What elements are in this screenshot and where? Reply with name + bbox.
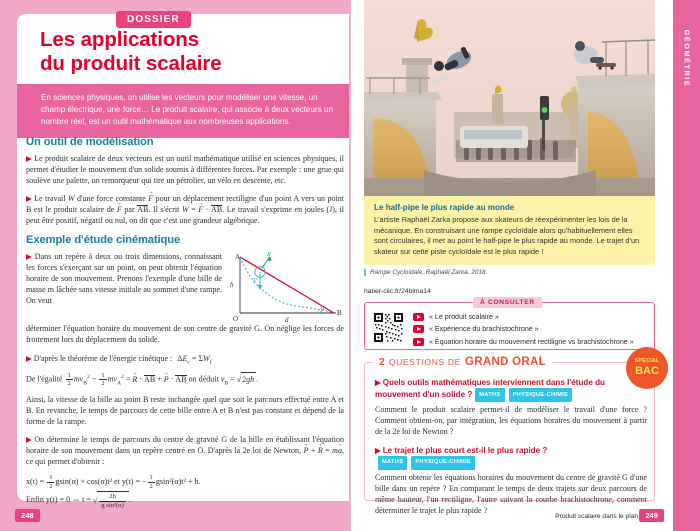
equation-xt-rest: gsin(α) × cos(α)t² et y(t) = − xyxy=(55,477,147,487)
vector-F-symbol: F → xyxy=(148,193,153,204)
equation-kinetic-lead: D'après le théorème de l'énergie cinétique : xyxy=(33,353,173,363)
question-1-tags xyxy=(475,388,572,402)
paragraph-2-seg-f: . Le travail s'exprime en joules (J), il peut être positif, négatif ou nul, on dit que c'est une grandeur algébrique. xyxy=(26,205,344,226)
resource-url[interactable]: hatier-clic.fr/24blma14 xyxy=(364,288,431,295)
ramp-diagram xyxy=(224,251,344,325)
tag-physique-chimie: PHYSIQUE-CHIMIE xyxy=(509,388,573,402)
question-2-title-text: Le trajet le plus court est-il le plus rapide ? xyxy=(382,445,548,455)
sqrt-2gh: √2gh xyxy=(237,372,257,387)
half-pipe-info-box xyxy=(364,196,655,265)
bullet-icon: ▶ xyxy=(26,434,33,444)
folio-right: 249 xyxy=(639,509,664,522)
diagram-label-R: R xyxy=(267,250,271,258)
bullet-icon: ▶ xyxy=(26,353,32,363)
left-column-body xyxy=(26,136,344,511)
a-consulter-label: À CONSULTER xyxy=(473,297,542,308)
special-bac-line-1: SPÉCIAL xyxy=(634,358,660,365)
equation-kinetic-theorem: ▶ D'après le théorème de l'énergie cinétique : $\Delta E_c = \Sigma W_f$ xyxy=(26,353,212,366)
fraction-final xyxy=(99,493,125,509)
vector-AB-symbol: AB xyxy=(137,205,149,215)
chapter-side-tab-label: GÉOMÉTRIE xyxy=(682,29,691,88)
play-video-icon xyxy=(413,338,424,346)
fraction-final-den: g sin²(α) xyxy=(101,501,124,509)
folio-left: 248 xyxy=(15,509,40,522)
dossier-tab-label: DOSSIER xyxy=(116,11,191,28)
question-1-title-text: Quels outils mathématiques interviennent dans l'étude du mouvement d'un solide ? xyxy=(375,378,605,400)
diagram-label-P: P xyxy=(253,276,257,284)
special-bac-line-2: BAC xyxy=(635,364,659,377)
page-title-line-2: du produit scalaire xyxy=(40,52,222,75)
vector-R-symbol: R → xyxy=(132,373,137,387)
question-2-title xyxy=(375,445,647,470)
bullet-icon: ▶ xyxy=(26,251,33,261)
equation-yt-rest: gsin²(α)t² + h. xyxy=(155,477,201,487)
bullet-icon: ▶ xyxy=(26,154,33,163)
vector-P-symbol-2: P → xyxy=(304,445,309,456)
question-1-title xyxy=(375,377,647,402)
paragraph-3 xyxy=(26,251,222,306)
video-link-label: « Équation horaire du mouvement rectiligne vs brachistochrone » xyxy=(429,337,634,346)
tag-maths: MATHS xyxy=(378,456,407,470)
grand-oral-title: GRAND ORAL xyxy=(464,356,546,368)
play-video-icon xyxy=(413,325,424,333)
paragraph-1 xyxy=(26,153,344,186)
page-title-line-1: Les applications xyxy=(40,28,200,51)
vector-a-symbol: a → xyxy=(338,445,342,456)
paragraph-6-text: On détermine le temps de parcours du centre de gravité G de la bille en établissant l'équation horaire de son mouvement dans un repère centré en O. D'après la 2e loi de Newton, xyxy=(26,434,344,456)
bullet-icon: ▶ xyxy=(375,378,381,387)
video-link-item[interactable] xyxy=(413,311,634,322)
paragraph-2-seg-e: . Il s'écrit xyxy=(148,205,182,215)
intro-paragraph-band: En sciences physiques, on utilise les vecteurs pour modéliser une vitesse, un champ électrique, une force… Le produit scalaire, qui associe à deux vecteurs un nombre réel, est un outil mathématique aux nombreuses applications. xyxy=(17,84,349,138)
video-link-item[interactable] xyxy=(413,336,634,347)
fraction-one-half-3: $\frac{1}{2}$ xyxy=(49,474,53,490)
grand-oral-questions-word: QUESTIONS DE xyxy=(388,357,461,367)
vector-AB-symbol-2: AB xyxy=(211,205,223,215)
vector-F-symbol-3: F → xyxy=(198,204,203,215)
tag-maths: MATHS xyxy=(475,388,504,402)
paragraph-2-seg-a: Le travail xyxy=(34,194,68,204)
equation-final-lead: Enfin y(t) = 0 ⇔ t = xyxy=(26,495,91,505)
chapter-side-tab xyxy=(673,0,700,531)
equation-final-time: Enfin y(t) = 0 ⇔ t = √ $\frac{2h}{\text{g sin²(α)}}$ . xyxy=(26,493,131,509)
half-pipe-box-title: Le half-pipe le plus rapide au monde xyxy=(374,203,515,212)
paragraph-6: ▶ On détermine le temps de parcours du centre de gravité G de la bille en établissant l'équation horaire de son mouvement dans un repère centré en O. D'après la 2e loi de Newton, P → + R → = ma →, ce qui permet d'obtenir : xyxy=(26,434,344,467)
video-link-label: « Expérience du brachistochrone » xyxy=(429,325,539,333)
equation-equality: De l'égalité $\frac{1}{2}$ $mv_B^2$ − $\frac{1}{2}$ $mv_A^2 = R$ → · AB + P → · AB on déduit $v_B = √2gh$ . xyxy=(26,371,344,391)
grand-oral-heading xyxy=(373,356,552,368)
grand-oral-count: 2 xyxy=(379,356,385,368)
half-pipe-box-text: L'artiste Raphaël Zarka propose aux skateurs de réexpérimenter les lois de la mécanique. En construisant une rampe cycloïdale alors qu'habituellement elles sont circulaires, il met au point le half-pipe le plus rapide au monde. Le trajet d'un skateur sur cette piste cycloïdale est le plus rapide ! xyxy=(374,215,640,256)
bullet-icon: ▶ xyxy=(26,194,33,204)
skatepark-photo xyxy=(364,0,655,196)
tag-physique-chimie: PHYSIQUE-CHIMIE xyxy=(411,456,475,470)
bullet-icon: ▶ xyxy=(375,445,381,455)
vector-F-symbol-2: F → xyxy=(117,204,122,215)
vector-P-symbol: P → xyxy=(164,373,169,387)
diagram-label-alpha: α xyxy=(321,305,325,312)
diagram-label-A: A xyxy=(235,252,241,261)
a-consulter-box xyxy=(364,299,655,350)
right-page xyxy=(351,0,700,531)
qr-code[interactable] xyxy=(373,312,404,343)
diagram-label-O: O xyxy=(233,314,239,323)
fraction-one-half-4: $\frac{1}{2}$ xyxy=(149,474,153,490)
paragraph-2-seg-b: d'une force constante xyxy=(74,194,149,204)
equation-xt-yt xyxy=(26,474,344,490)
diagram-label-h: h xyxy=(230,280,234,289)
play-video-icon xyxy=(413,313,424,321)
footer-chapter-title: Produit scalaire dans le plan xyxy=(555,513,638,520)
vector-R-symbol-2: R → xyxy=(318,445,323,456)
video-link-item[interactable] xyxy=(413,324,634,335)
paragraph-1-text: Le produit scalaire de deux vecteurs est un outil mathématique utilisé en sciences physiques, il permet d'étudier le mouvement d'un solide soumis à différentes forces. Par exemple : une grue qui soulève une palette, un remorqueur qui tire un pétrolier, un vélo en descente, etc. xyxy=(26,154,345,186)
section-heading-modelisation: Un outil de modélisation xyxy=(26,136,154,148)
page-title xyxy=(40,28,340,76)
paragraph-6-end: ce qui permet d'obtenir : xyxy=(26,457,105,467)
diagram-label-B: B xyxy=(337,308,342,317)
paragraph-2: ▶ Le travail W d'une force constante F → pour un déplacement rectiligne d'un point A vers un point B est le produit scalaire de F → par AB. Il s'écrit W = F → · AB. Le travail s'exprime en joules (J), il peut être positif, négatif ou nul, on dit que c'est une grandeur algébrique. xyxy=(26,193,344,226)
fraction-one-half-2: $\frac{1}{2}$ xyxy=(101,371,105,388)
question-2-body: Comment obtenir les équations horaires du mouvement du centre de gravité G d'une bille dans un repère ? En comparant le temps de deux trajets sur deux parcours de même hauteur, l'un rectiligne, l'autre suivant la courbe brachistochrone, comment déterminer le trajet le plus rapide ? xyxy=(375,472,647,516)
question-2-tags xyxy=(378,456,475,470)
grand-oral-questions xyxy=(375,377,647,523)
paragraph-3-text: Dans un repère à deux ou trois dimensions, connaissant les forces s'exerçant sur un point, on peut obtenir l'équation horaire de son mouvement. Prenons l'exemple d'une bille de masse m lâchée sans vitesse initiale au sommet d'une rampe. On veut xyxy=(26,251,223,305)
paragraph-2-seg-c: pour un déplacement rectiligne d'un point A vers un point B est le produit scalaire de xyxy=(26,194,344,215)
paragraph-2-seg-d: par xyxy=(121,205,138,215)
section-heading-cinematique: Exemple d'étude cinématique xyxy=(26,233,181,246)
paragraph-3-continued: déterminer l'équation horaire du mouvement de son centre de gravité G. On néglige les forces de frottement lors du déplacement du solide. xyxy=(26,323,344,344)
video-links-list xyxy=(413,311,634,349)
fraction-final-num: 2h xyxy=(109,493,116,501)
equation-xt-label: x(t) = xyxy=(26,477,45,487)
question-1-body: Comment le produit scalaire permet-il de modéliser le travail d'une force ? Comment obtient-on, par intégration, les équations horaires du mouvement à partir de la 2e loi de Newton ? xyxy=(375,405,647,437)
equation-equality-mid: on déduit xyxy=(188,374,219,384)
diagram-label-d: d xyxy=(285,315,289,324)
equation-equality-lead: De l'égalité xyxy=(26,374,63,384)
fraction-one-half: $\frac{1}{2}$ xyxy=(67,371,71,388)
photo-credit: Rampe Cycloïdale, Raphaël Zarka, 2018. xyxy=(364,269,655,276)
video-link-label: « Le produit scalaire » xyxy=(429,312,499,321)
paragraph-5: Ainsi, la vitesse de la bille au point B reste inchangée quel que soit le parcours effectué entre A et B. En revanche, le temps de parcours de cette bille entre A et B n'est pas constant et dépend de la forme de la rampe. xyxy=(26,394,344,426)
